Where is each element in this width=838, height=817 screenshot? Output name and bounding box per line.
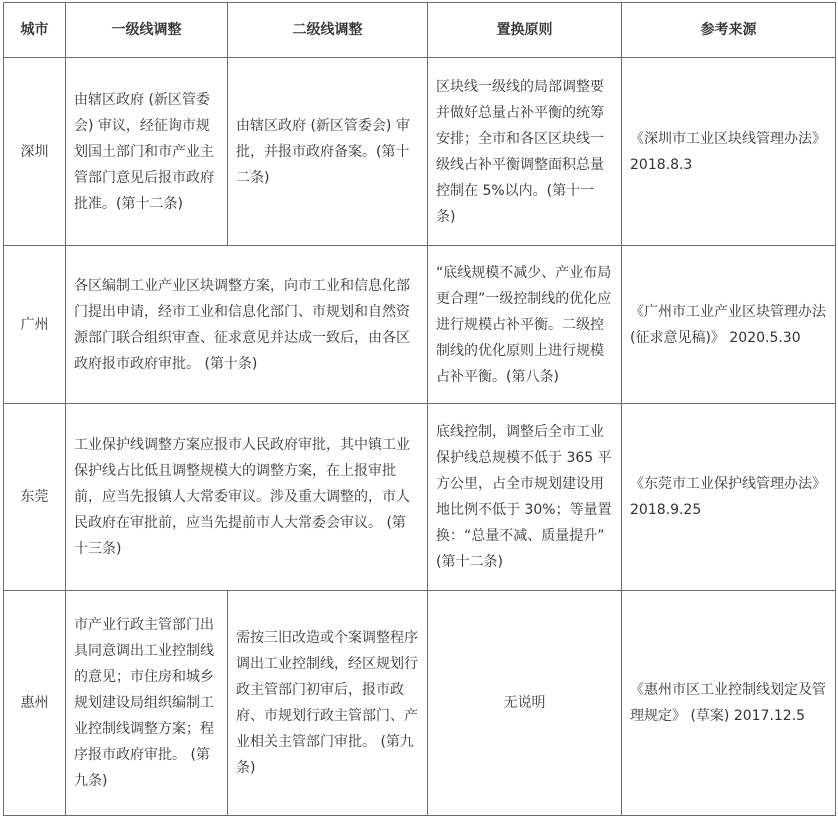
table-row bbox=[4, 58, 836, 246]
source-cell: 《广州市工业产业区块管理办法(征求意见稿)》 2020.5.30 bbox=[622, 246, 836, 404]
city-cell: 广州 bbox=[4, 246, 66, 404]
level2-cell: 由辖区政府 (新区管委会) 审批，并报市政府备案。(第十二条) bbox=[228, 58, 428, 246]
source-cell: 《深圳市工业区块线管理办法》2018.8.3 bbox=[622, 58, 836, 246]
source-cell: 《东莞市工业保护线管理办法》2018.9.25 bbox=[622, 404, 836, 591]
header-principle: 置换原则 bbox=[428, 3, 622, 58]
principle-cell: 底线控制，调整后全市工业保护线总规模不低于 365 平方公里，占全市规划建设用地比例不低于 30%；等量置换：“总量不减、质量提升” (第十二条) bbox=[428, 404, 622, 591]
principle-cell: “底线规模不减少、产业布局更合理”一级控制线的优化应进行规模占补平衡。二级控制线的优化原则上进行规模占补平衡。(第八条) bbox=[428, 246, 622, 404]
table-row bbox=[4, 246, 836, 404]
level1-cell: 市产业行政主管部门出具同意调出工业控制线的意见；市住房和城乡规划建设局组织编制工业控制线调整方案；程序报市政府审批。 (第九条) bbox=[66, 591, 228, 816]
table-row bbox=[4, 591, 836, 816]
level2-cell: 需按三旧改造或个案调整程序调出工业控制线，经区规划行政主管部门初审后，报市政府、市规划行政主管部门、产业相关主管部门审批。 (第九条) bbox=[228, 591, 428, 816]
principle-cell: 无说明 bbox=[428, 591, 622, 816]
city-cell: 深圳 bbox=[4, 58, 66, 246]
header-row bbox=[4, 3, 836, 58]
header-city: 城市 bbox=[4, 3, 66, 58]
header-level1: 一级线调整 bbox=[66, 3, 228, 58]
level1-cell: 由辖区政府 (新区管委会) 审议，经征询市规划国土部门和市产业主管部门意见后报市政府批准。(第十二条) bbox=[66, 58, 228, 246]
city-cell: 东莞 bbox=[4, 404, 66, 591]
principle-cell: 区块线一级线的局部调整要并做好总量占补平衡的统筹安排；全市和各区区块线一级线占补平衡调整面积总量控制在 5%以内。(第十一条) bbox=[428, 58, 622, 246]
header-source: 参考来源 bbox=[622, 3, 836, 58]
city-cell: 惠州 bbox=[4, 591, 66, 816]
adjustment-merged-cell: 工业保护线调整方案应报市人民政府审批，其中镇工业保护线占比低且调整规模大的调整方案，在上报审批前，应当先报镇人大常委审议。涉及重大调整的，市人民政府在审批前，应当先提前市人大常委会审议。 (第十三条) bbox=[66, 404, 428, 591]
source-cell: 《惠州市区工业控制线划定及管理规定》 (草案) 2017.12.5 bbox=[622, 591, 836, 816]
adjustment-merged-cell: 各区编制工业产业区块调整方案，向市工业和信息化部门提出申请，经市工业和信息化部门、市规划和自然资源部门联合组织审查、征求意见并达成一致后，由各区政府报市政府审批。 (第十条) bbox=[66, 246, 428, 404]
table-row bbox=[4, 404, 836, 591]
policy-comparison-table bbox=[3, 2, 836, 816]
header-level2: 二级线调整 bbox=[228, 3, 428, 58]
